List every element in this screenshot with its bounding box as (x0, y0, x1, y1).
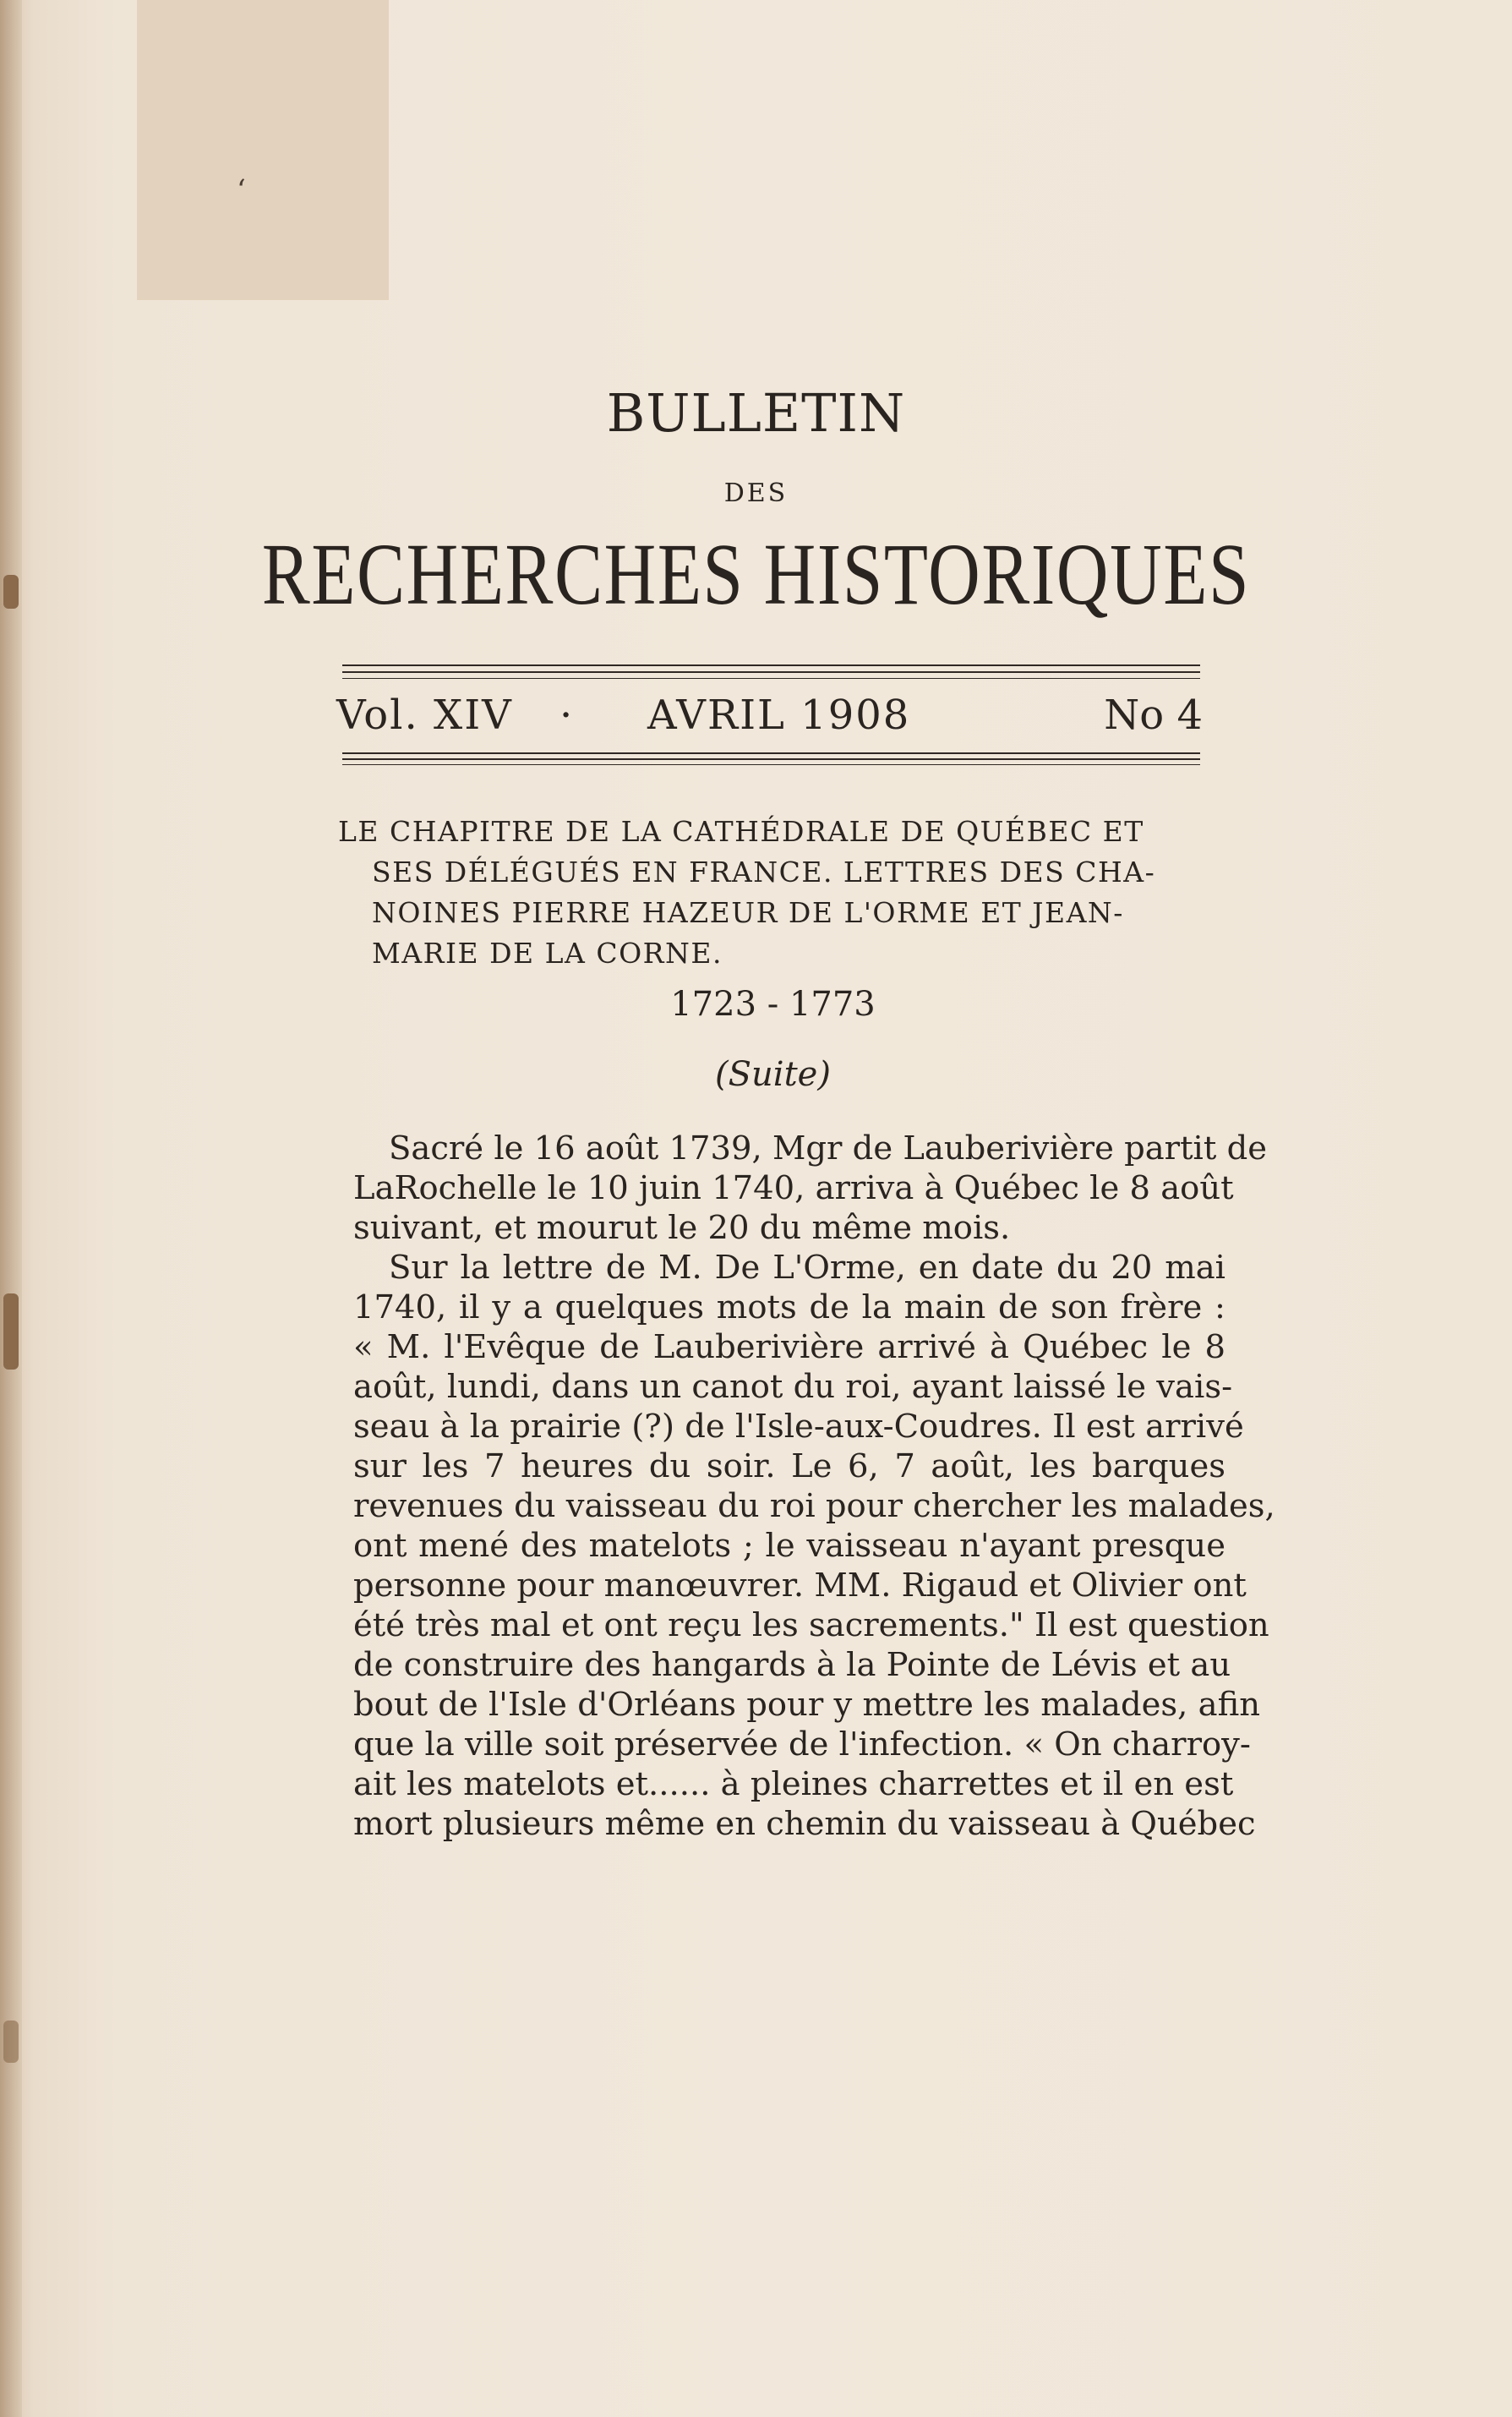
body-line: ont mené des matelots ; le vaisseau n'ayant presque (353, 1527, 1225, 1565)
body-line: été très mal et ont reçu les sacrements." Il est question (353, 1606, 1269, 1644)
body-line: août, lundi, dans un canot du roi, ayant laissé le vais- (353, 1368, 1233, 1406)
edge-stain (3, 1293, 19, 1370)
body-line: Sacré le 16 août 1739, Mgr de Lauberivière partit de (389, 1129, 1268, 1167)
article-title (338, 812, 1209, 974)
masthead-rule (342, 678, 1200, 679)
body-line: mort plusieurs même en chemin du vaisseau à Québec (353, 1805, 1256, 1843)
title-line: NOINES PIERRE HAZEUR DE L'ORME ET JEAN- (372, 896, 1124, 929)
issue-info (336, 692, 1203, 742)
body-line: personne pour manœuvrer. MM. Rigaud et Olivier ont (353, 1567, 1247, 1605)
issue-rule (342, 758, 1200, 760)
body-line: que la ville soit préservée de l'infection. « On charroy- (353, 1725, 1251, 1764)
body-line: suivant, et mourut le 20 du même mois. (353, 1209, 1011, 1247)
separator-dot: · (559, 692, 573, 739)
article-body (353, 1129, 1275, 1844)
body-line: seau à la prairie (?) de l'Isle-aux-Coudres. Il est arrivé (353, 1408, 1244, 1446)
issue-rule (342, 752, 1200, 754)
issue-rule (342, 764, 1200, 765)
title-line: SES DÉLÉGUÉS EN FRANCE. LETTRES DES CHA- (372, 856, 1156, 889)
title-line: MARIE DE LA CORNE. (372, 937, 723, 970)
edge-stain (3, 575, 19, 609)
masthead-title: RECHERCHES HISTORIQUES (261, 526, 1251, 623)
body-line: ait les matelots et...... à pleines charrettes et il en est (353, 1765, 1234, 1803)
body-line: 1740, il y a quelques mots de la main de son frère : (353, 1288, 1225, 1326)
body-line: revenues du vaisseau du roi pour chercher les malades, (353, 1487, 1275, 1525)
issue-number: No 4 (1104, 692, 1203, 739)
page-binding-edge (0, 0, 22, 2417)
masthead-des: DES (723, 478, 789, 508)
article-suite: (Suite) (715, 1055, 831, 1094)
issue-date: AVRIL 1908 (647, 692, 911, 739)
body-line: de construire des hangards à la Pointe de Lévis et au (353, 1646, 1231, 1684)
article-years: 1723 - 1773 (670, 985, 876, 1024)
masthead-rule (342, 664, 1200, 666)
edge-stain (3, 2021, 19, 2063)
body-line: sur les 7 heures du soir. Le 6, 7 août, les barques (353, 1447, 1225, 1485)
body-line: Sur la lettre de M. De L'Orme, en date du 20 mai (389, 1249, 1225, 1287)
masthead-bulletin: BULLETIN (606, 382, 906, 444)
volume-label: Vol. XIV (336, 692, 513, 739)
ink-mark: ‘ (237, 173, 246, 207)
body-line: « M. l'Evêque de Lauberivière arrivé à Québec le 8 (353, 1328, 1225, 1366)
masthead-rule (342, 671, 1200, 673)
body-line: bout de l'Isle d'Orléans pour y mettre les malades, afin (353, 1686, 1261, 1724)
title-line: LE CHAPITRE DE LA CATHÉDRALE DE QUÉBEC ET (338, 815, 1144, 848)
paper-strip (137, 0, 389, 300)
body-line: LaRochelle le 10 juin 1740, arriva à Québec le 8 août (353, 1169, 1234, 1207)
